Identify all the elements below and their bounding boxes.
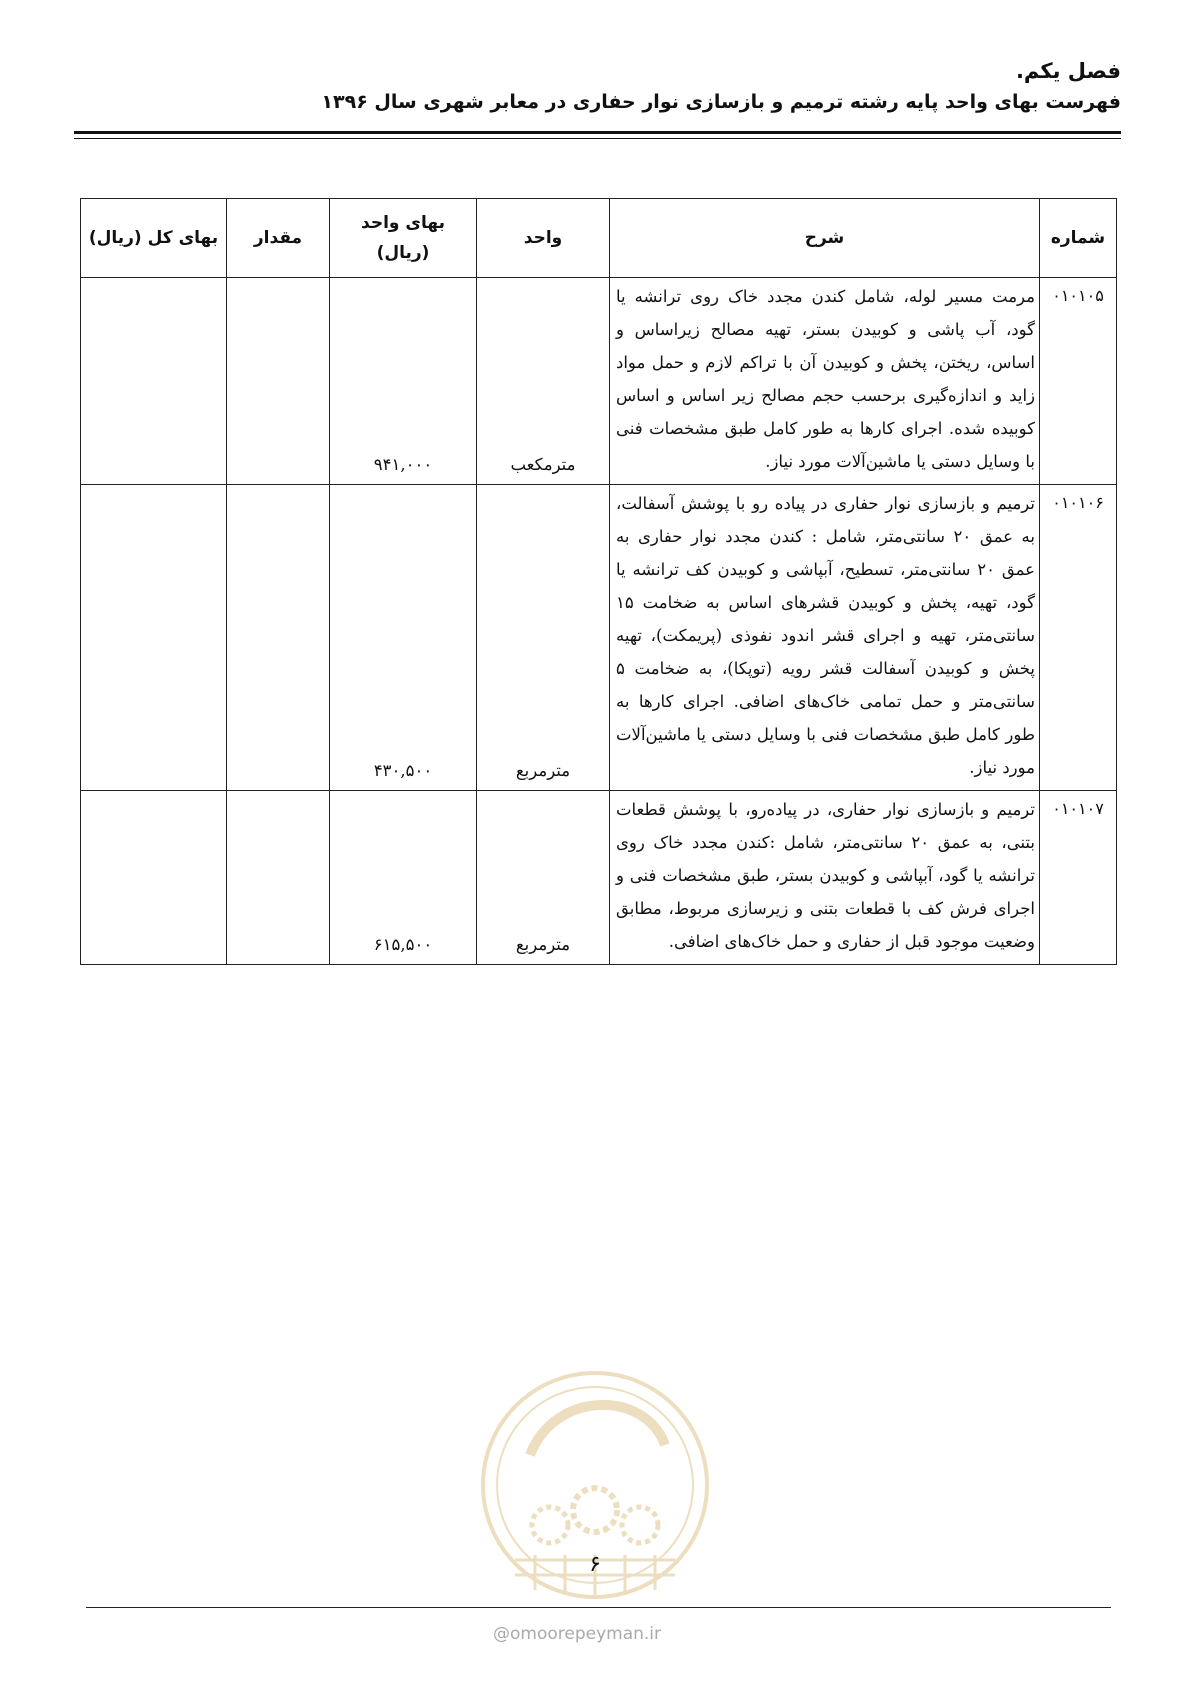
page-header bbox=[70, 56, 1121, 116]
header-rule-thick bbox=[74, 131, 1121, 134]
table-row bbox=[81, 485, 1117, 791]
table-row bbox=[81, 791, 1117, 965]
column-header-unit-price bbox=[330, 199, 477, 278]
table-row bbox=[81, 278, 1117, 485]
table-header-row bbox=[81, 199, 1117, 278]
page-number: ۶ bbox=[589, 1552, 601, 1577]
item-description: ترمیم و بازسازی نوار حفاری، در پیاده‌رو، با پوشش قطعات بتنی، به عمق ۲۰ سانتی‌متر، شامل :کندن مجدد خاک روی ترانشه یا گود، آبپاشی و کوبیدن بستر، طبق مشخصات فنی و اجرای فرش کف با قطعات بتنی و زیرسازی مربوط، مطابق وضعیت موجود قبل از حفاری و حمل خاک‌های اضافی. bbox=[610, 791, 1040, 965]
item-unit: مترمربع bbox=[477, 791, 610, 965]
item-description: ترمیم و بازسازی نوار حفاری در پیاده رو با پوشش آسفالت، به عمق ۲۰ سانتی‌متر، شامل : کندن مجدد نوار حفاری به عمق ۲۰ سانتی‌متر، تسطیح، آبپاشی و کوبیدن کف ترانشه یا گود، تهیه، پخش و کوبیدن قشرهای اساس به ضخامت ۱۵ سانتی‌متر، تهیه و اجرای قشر اندود نفوذی (پریمکت)، تهیه پخش و کوبیدن آسفالت قشر رویه (توپکا)، به ضخامت ۵ سانتی‌متر و حمل تمامی خاک‌های اضافی. اجرای کارها به طور کامل طبق مشخصات فنی با وسایل دستی یا ماشین‌آلات مورد نیاز. bbox=[610, 485, 1040, 791]
website-watermark: @omoorepeyman.ir bbox=[493, 1624, 662, 1644]
unit-price-label: بهای واحد bbox=[361, 213, 445, 233]
item-unit-price: ۴۳۰,۵۰۰ bbox=[330, 485, 477, 791]
item-quantity bbox=[227, 278, 330, 485]
item-unit: مترمکعب bbox=[477, 278, 610, 485]
column-header-unit: واحد bbox=[477, 199, 610, 278]
column-header-total-price: بهای کل (ریال) bbox=[81, 199, 227, 278]
item-total-price bbox=[81, 278, 227, 485]
item-description: مرمت مسیر لوله، شامل کندن مجدد خاک روی ترانشه یا گود، آب پاشی و کوبیدن بستر، تهیه مصالح زیراساس و اساس، ریختن، پخش و کوبیدن آن با تراکم لازم و حمل مواد زاید و اندازه‌گیری برحسب حجم مصالح زیر اساس و اساس کوبیده شده. اجرای کارها به طور کامل طبق مشخصات فنی با وسایل دستی یا ماشین‌آلات مورد نیاز. bbox=[610, 278, 1040, 485]
footer-rule bbox=[86, 1607, 1111, 1608]
item-number: ۰۱۰۱۰۶ bbox=[1040, 485, 1117, 791]
price-list-table bbox=[80, 198, 1117, 965]
document-title: فهرست بهای واحد پایه رشته ترمیم و بازسازی نوار حفاری در معابر شهری سال ۱۳۹۶ bbox=[321, 91, 1121, 113]
chapter-title: فصل یکم. bbox=[1015, 59, 1121, 83]
item-number: ۰۱۰۱۰۷ bbox=[1040, 791, 1117, 965]
unit-price-currency: (ریال) bbox=[376, 243, 430, 263]
column-header-number: شماره bbox=[1040, 199, 1117, 278]
item-number: ۰۱۰۱۰۵ bbox=[1040, 278, 1117, 485]
item-unit-price: ۹۴۱,۰۰۰ bbox=[330, 278, 477, 485]
item-total-price bbox=[81, 791, 227, 965]
item-quantity bbox=[227, 791, 330, 965]
column-header-description: شرح bbox=[610, 199, 1040, 278]
item-unit: مترمربع bbox=[477, 485, 610, 791]
column-header-quantity: مقدار bbox=[227, 199, 330, 278]
header-rule-thin bbox=[74, 138, 1121, 139]
item-total-price bbox=[81, 485, 227, 791]
item-unit-price: ۶۱۵,۵۰۰ bbox=[330, 791, 477, 965]
item-quantity bbox=[227, 485, 330, 791]
